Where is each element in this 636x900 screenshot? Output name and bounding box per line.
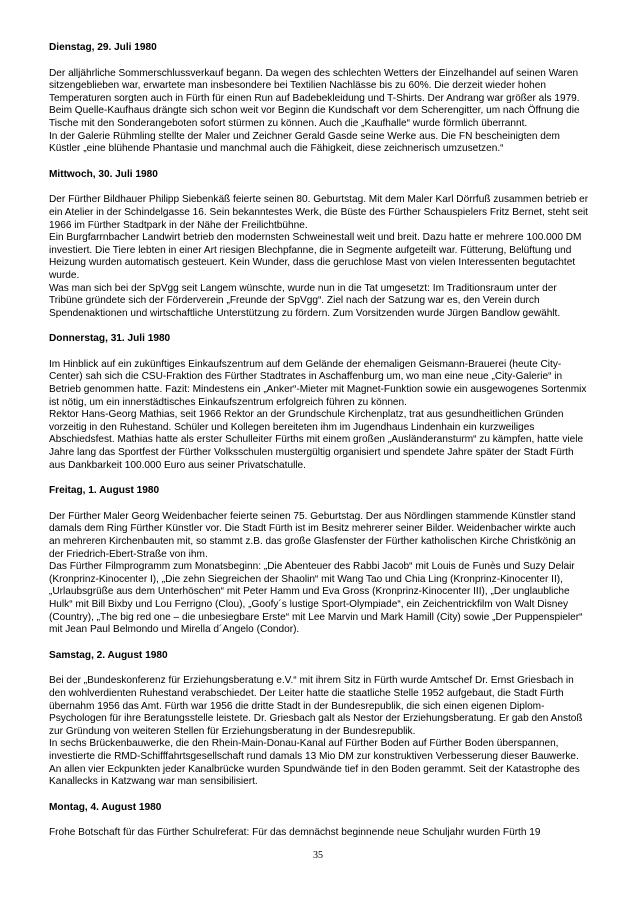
entry-paragraph: Der Fürther Bildhauer Philipp Siebenkäß feierte seinen 80. Geburtstag. Mit dem Maler Karl Dörrfuß zusammen betrieb er ein Atelier in der Schindelgasse 16. Sein bekanntestes Werk, die Büste des Fürther Schauspielers Fritz Bernet, steht seit 1966 im Fürther Stadtpark in der Nähe der Freilichtbühne. — [49, 194, 589, 231]
entry-body — [49, 827, 589, 840]
entry-paragraph: In der Galerie Rühmling stellte der Maler und Zeichner Gerald Gasde seine Werke aus. Die FN bescheinigten dem Küstler „eine blühende Phantasie und manchmal auch die Fähigkeit, diese zeichnerisch umzusetzen.“ — [49, 130, 560, 155]
entry-body — [49, 359, 589, 472]
entry-paragraph: Was man sich bei der SpVgg seit Langem wünschte, wurde nun in die Tat umgesetzt: Im Traditionsraum unter der Tribüne gründete sich der Förderverein „Freunde der SpVgg“. Ziel nach der Satzung war es, den Verein durch Spendenaktionen und wirtschaftliche Unterstützung zu fördern. Zum Vorsitzenden wurde Jürgen Bandlow gewählt. — [49, 282, 561, 319]
chronicle-content — [49, 42, 589, 853]
entry-paragraph: Frohe Botschaft für das Fürther Schulreferat: Für das demnächst beginnende neue Schuljahr wurden Fürth 19 — [49, 827, 541, 839]
entry-body — [49, 675, 589, 788]
entry-date-heading: Freitag, 1. August 1980 — [49, 485, 160, 497]
entry-paragraph: Im Hinblick auf ein zukünftiges Einkaufszentrum auf dem Gelände der ehemaligen Geismann-Brauerei (heute City-Center) sah sich die CSU-Fraktion des Fürther Stadtrates in Aschaffenburg um, wo man eine neue „City-Galerie“ in Betrieb genommen hatte. Fazit: Mindestens ein „Anker“-Mieter mit Magnet-Funktion sowie ein ausgewogenes Sortenmix ist nötig, um ein innerstädtisches Einkaufszentrum erfolgreich führen zu können. — [49, 358, 587, 408]
entry-paragraph: Das Fürther Filmprogramm zum Monatsbeginn: „Die Abenteuer des Rabbi Jacob“ mit Louis de Funès und Suzy Delair (Kronprinz-Kinocenter I), „Die zehn Siegreichen der Shaolin“ mit Wang Tao und Chia Ling (Kronprinz-Kinocenter II), „Urlaubsgrüße aus dem Unterhöschen“ mit Peter Hamm und Eva Gross (Kronprinz-Kinocenter III), „Der unglaubliche Hulk“ mit Bill Bixby und Lou Ferrigno (Clou), „Goofy´s lustige Sport-Olympiade“, ein Zeichentrickfilm von Walt Disney (Country), „The big red one – die unbesiegbare Erste“ mit Lee Marvin und Mark Hamill (City) sowie „Der Puppenspieler“ mit Jean Paul Belmondo und Mirella d´Angelo (Condor). — [49, 561, 583, 636]
entry-date-heading: Mittwoch, 30. Juli 1980 — [49, 168, 158, 180]
entry-date-heading: Dienstag, 29. Juli 1980 — [49, 42, 157, 53]
entry-date-heading: Donnerstag, 31. Juli 1980 — [49, 333, 171, 345]
entry-body — [49, 511, 589, 637]
entry-paragraph: Bei der „Bundeskonferenz für Erziehungsberatung e.V.“ mit ihrem Sitz in Fürth wurde Amtschef Dr. Ernst Griesbach in den wohlverdienten Ruhestand verabschiedet. Der Leiter hatte die staatliche Stelle 1952 aufgebaut, die Stadt Fürth übernahm 1956 das Amt. Fürth war 1956 die dritte Stadt in der Bundesrepublik, die sich einen eigenen Diplom-Psychologen für ihre Beratungsstelle leistete. Dr. Griesbach galt als Nestor der Erziehungsberatung. Er gab den Anstoß zur Gründung von weiteren Stellen für Erziehungsberatung in der Bundesrepublik. — [49, 675, 583, 737]
entry-paragraph: Der Fürther Maler Georg Weidenbacher feierte seinen 75. Geburtstag. Der aus Nördlingen stammende Künstler stand damals dem Ring Fürther Künstler vor. Die Stadt Fürth ist im Besitz mehrerer seiner Bilder. Weidenbacher wirkte auch an mehreren Kirchenbauten mit, so stammt z.B. das große Glasfenster der Fürther katholischen Kirche Christkönig an der Friedrich-Ebert-Straße von ihm. — [49, 510, 576, 560]
entry-paragraph: Rektor Hans-Georg Mathias, seit 1966 Rektor an der Grundschule Kirchenplatz, trat aus gesundheitlichen Gründen vorzeitig in den Ruhestand. Schüler und Kollegen bereiteten ihm im Jugendhaus Lindenhain ein kurzweiliges Abschiedsfest. Mathias hatte als erster Schulleiter Fürths mit einem großen „Ausländeransturm“ zu kämpfen, hatte viele Jahre lang das Sportfest der Fürther Volksschulen mustergültig organisiert und spendete Jahre später der Stadt Fürth aus Dankbarkeit 100.000 Euro aus seiner Privatschatulle. — [49, 409, 584, 471]
entry-paragraph: Ein Burgfarrnbacher Landwirt betrieb den modernsten Schweinestall weit und breit. Dazu hatte er mehrere 100.000 DM investiert. Die Tiere lebten in einer Art riesigen Blechpfanne, die in Segmente aufgeteilt war. Fütterung, Belüftung und Heizung wurden automatisch gesteuert. Kein Wunder, dass die geruchlose Mast von vielen Interessenten begutachtet wurde. — [49, 232, 582, 281]
entry-paragraph: Der alljährliche Sommerschlussverkauf begann. Da wegen des schlechten Wetters der Einzelhandel auf seinen Waren sitzengeblieben war, erwartete man insbesondere bei Textilien Nachlässe bis zu 60%. Die derzeit wieder hohen Temperaturen sorgten auch in Fürth für einen Run auf Badebekleidung und T-Shirts. Der Andrang war größer als 1979. Beim Quelle-Kaufhaus drängte sich schon weit vor Beginn die Kundschaft vor dem Scherengitter, um nach Öffnung die Tische mit den Sonderangeboten sofort stürmen zu können. Auch die „Kaufhalle“ wurde förmlich überrannt. — [49, 67, 580, 129]
entry-date-heading: Samstag, 2. August 1980 — [49, 649, 168, 661]
entry-date-heading: Montag, 4. August 1980 — [49, 801, 162, 813]
entry-paragraph: In sechs Brückenbauwerke, die den Rhein-Main-Donau-Kanal auf Fürther Boden auf Fürther Boden überspannen, investierte die RMD-Schifffahrtsgesellschaft rund damals 13 Mio DM zur konstruktiven Verbesserung dieser Bauwerke. An allen vier Eckpunkten jeder Kanalbrücke wurden Spundwände tief in den Boden gerammt. Seit der Katastrophe des Kanallecks in Katzwang war man sensibilisiert. — [49, 738, 580, 788]
entry-body — [49, 194, 589, 320]
page-number: 35 — [313, 850, 323, 861]
entry-body — [49, 68, 589, 156]
